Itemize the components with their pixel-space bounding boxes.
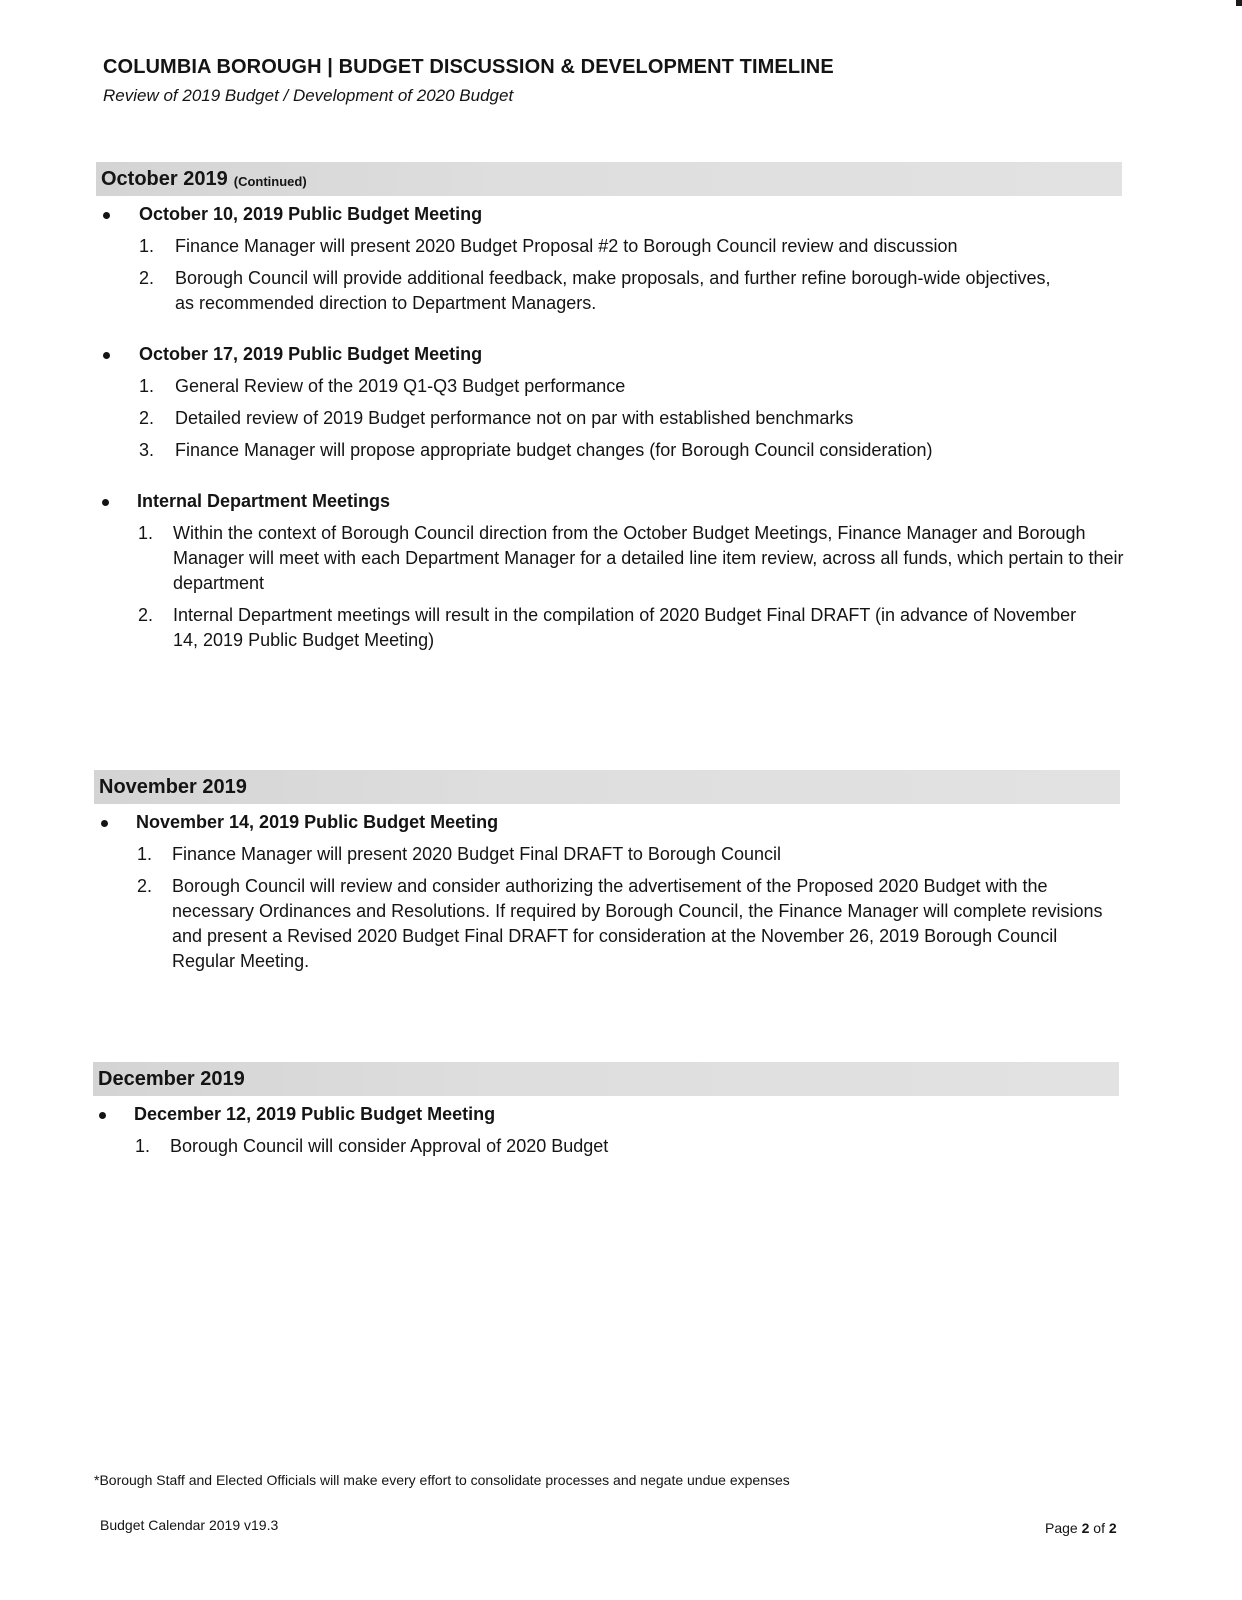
bullet-icon (103, 212, 110, 219)
bullet-icon (103, 352, 110, 359)
meeting-title: October 17, 2019 Public Budget Meeting (139, 344, 483, 364)
meeting-items (0, 842, 1242, 974)
meeting-title: December 12, 2019 Public Budget Meeting (134, 1104, 496, 1124)
section-title: October 2019 (101, 167, 228, 190)
document-subtitle: Review of 2019 Budget / Development of 2020 Budget (103, 86, 514, 105)
scan-corner-mark (1236, 0, 1242, 6)
section-header-band (93, 1062, 1119, 1096)
section-title: December 2019 (98, 1067, 245, 1090)
bullet-icon (101, 820, 108, 827)
meeting-internal-department (0, 491, 1242, 653)
meeting-title: October 10, 2019 Public Budget Meeting (139, 204, 483, 224)
bullet-icon (99, 1112, 106, 1119)
list-item: 1. Borough Council will consider Approval of 2020 Budget (135, 1136, 609, 1156)
meeting-items (0, 374, 1242, 463)
section-note: (Continued) (233, 173, 307, 189)
section-header-band (94, 770, 1120, 804)
document-title: COLUMBIA BOROUGH | BUDGET DISCUSSION & DEVELOPMENT TIMELINE (103, 56, 834, 78)
meeting-items (0, 234, 1242, 316)
list-item: 1. General Review of the 2019 Q1-Q3 Budget performance (139, 376, 626, 396)
list-item: 2. Detailed review of 2019 Budget performance not on par with established benchmarks (139, 408, 854, 428)
bullet-icon (102, 499, 109, 506)
footer-version: Budget Calendar 2019 v19.3 (100, 1517, 279, 1533)
list-item: 3. Finance Manager will propose appropriate budget changes (for Borough Council consideration) (139, 440, 933, 460)
list-item: 2. Borough Council will provide additional feedback, make proposals, and further refine borough-wide objectives, as recommended direction to Department Managers. (139, 268, 1051, 313)
list-item: 1. Finance Manager will present 2020 Budget Proposal #2 to Borough Council review and discussion (139, 236, 958, 256)
section-header-band (96, 162, 1122, 196)
list-item: 2. Borough Council will review and consider authorizing the advertisement of the Proposed 2020 Budget with the necessary Ordinances and Resolutions. If required by Borough Council, the Finance Manager will complete revisions and present a Revised 2020 Budget Final DRAFT for consideration at the November 26, 2019 Borough Council Regular Meeting. (137, 876, 1103, 971)
section-title: November 2019 (99, 775, 247, 798)
list-item: 2. Internal Department meetings will result in the compilation of 2020 Budget Final DRAFT (in advance of November 14, 2019 Public Budget Meeting) (138, 605, 1077, 650)
section-december-2019 (0, 1062, 1242, 1166)
section-october-2019 (0, 162, 1242, 660)
footnote: *Borough Staff and Elected Officials will make every effort to consolidate processes and negate undue expenses (94, 1472, 790, 1488)
meeting-november-14 (0, 812, 1242, 974)
meeting-title: November 14, 2019 Public Budget Meeting (136, 812, 499, 832)
meeting-title: Internal Department Meetings (137, 491, 391, 511)
list-item: 1. Within the context of Borough Council direction from the October Budget Meetings, Finance Manager and Borough Manager will meet with each Department Manager for a detailed line item review, across all funds, which pertain to their department (138, 523, 1124, 593)
meeting-october-17 (0, 344, 1242, 463)
list-item: 1. Finance Manager will present 2020 Budget Final DRAFT to Borough Council (137, 844, 781, 864)
meeting-october-10 (0, 204, 1242, 316)
page-number: Page 2 of 2 (1045, 1520, 1117, 1536)
meeting-items (0, 1134, 1242, 1159)
section-november-2019 (0, 770, 1242, 981)
meeting-december-12 (0, 1104, 1242, 1159)
meeting-items (0, 521, 1242, 653)
